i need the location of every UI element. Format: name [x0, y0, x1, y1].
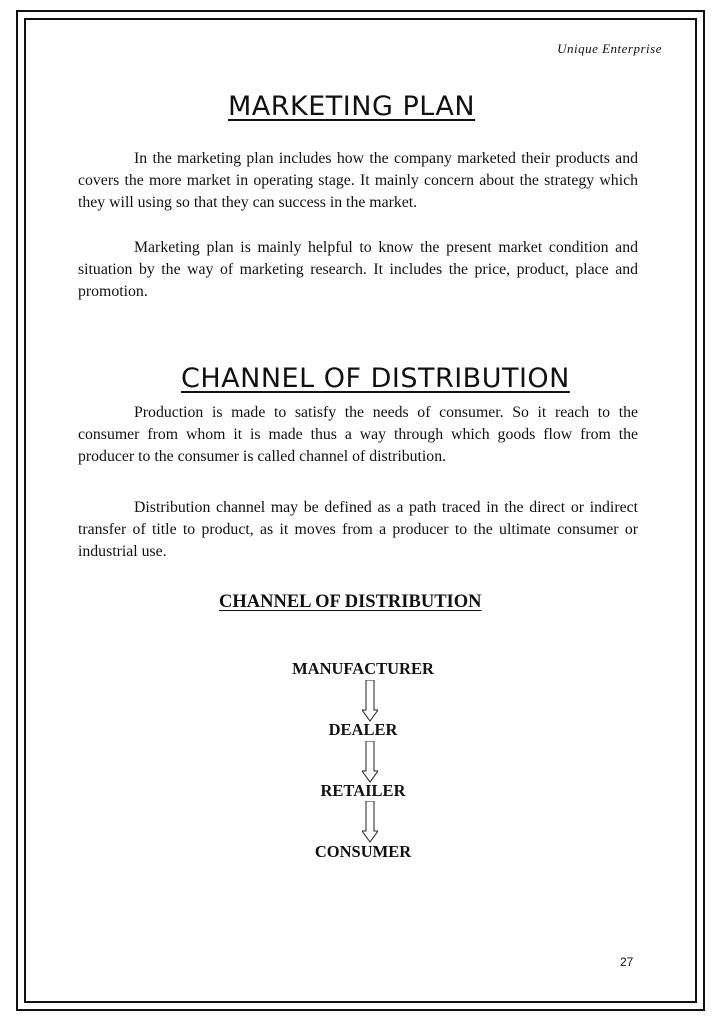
flow-step-dealer: DEALER — [328, 720, 398, 739]
down-arrow-icon — [362, 801, 378, 843]
header-company-name: Unique Enterprise — [557, 41, 662, 56]
flow-step-retailer: RETAILER — [320, 781, 406, 800]
channel-paragraph-1: Production is made to satisfy the needs of consumer. So it reach to the consumer from whom it is made thus a way through which goods flow from the producer to the consumer is called channel of distribution. — [78, 404, 638, 465]
marketing-plan-paragraph-2: Marketing plan is mainly helpful to know the present market condition and situation by the way of marketing research. It includes the price, product, place and promotion. — [78, 239, 638, 300]
marketing-plan-paragraph-1: In the marketing plan includes how the company marketed their products and covers the more market in operating stage. It mainly concern about the strategy which they will using so that they can success in the market. — [78, 150, 638, 211]
channel-paragraph-2: Distribution channel may be defined as a path traced in the direct or indirect transfer of title to product, as it moves from a producer to the ultimate consumer or industrial use. — [78, 499, 638, 560]
page-number: 27 — [620, 955, 634, 969]
down-arrow-icon — [362, 680, 378, 722]
down-arrow-icon — [362, 741, 378, 783]
channel-section-title: CHANNEL OF DISTRIBUTION — [181, 363, 570, 394]
marketing-plan-title: MARKETING PLAN — [228, 91, 476, 122]
flow-step-consumer: CONSUMER — [314, 842, 412, 861]
flow-chart-title: CHANNEL OF DISTRIBUTION — [219, 592, 482, 612]
flow-step-manufacturer: MANUFACTURER — [292, 659, 434, 678]
